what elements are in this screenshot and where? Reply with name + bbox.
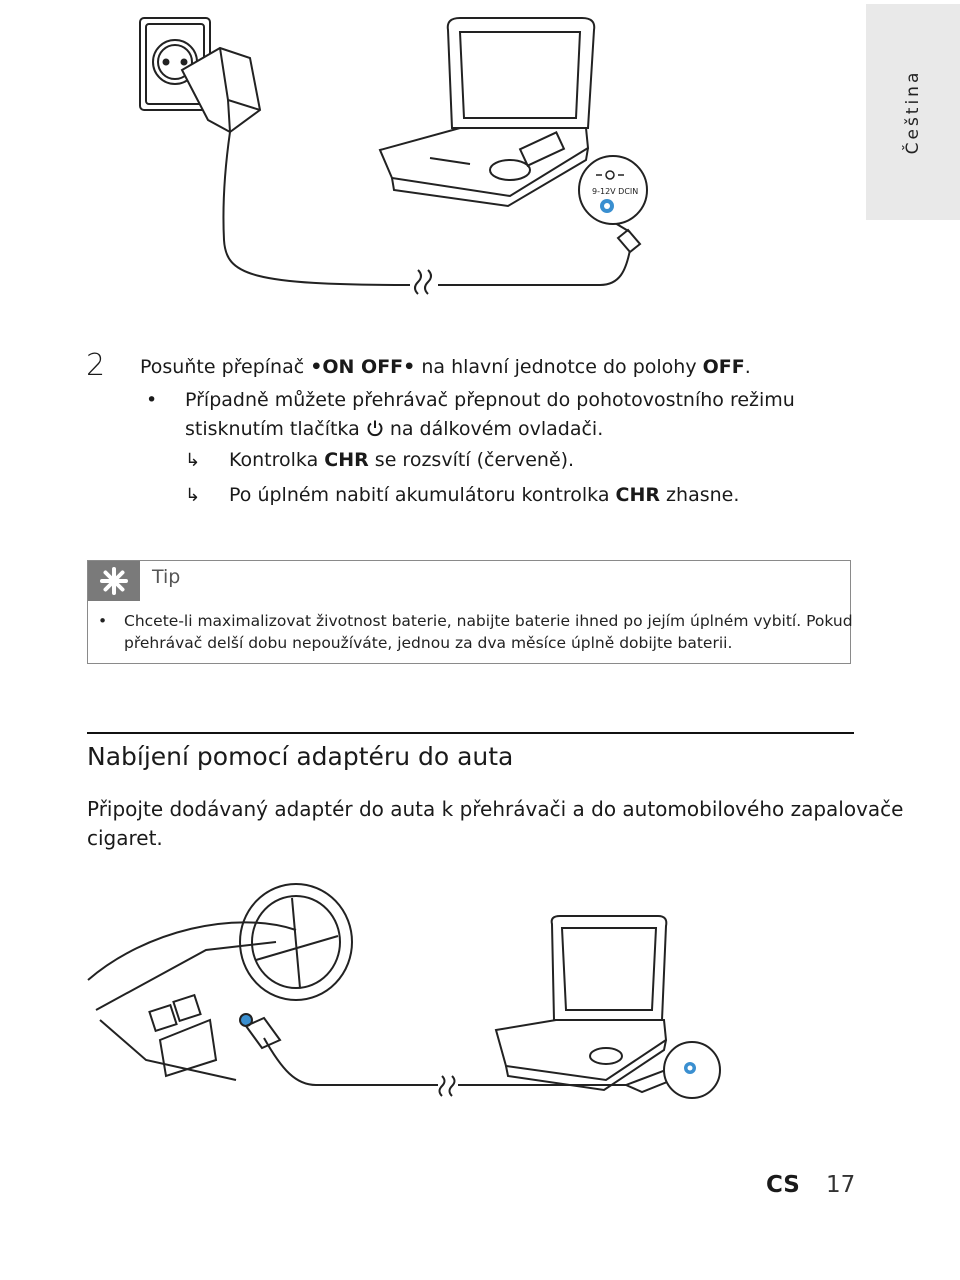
section-divider [87, 732, 854, 734]
tip-asterisk-icon [88, 561, 140, 601]
on-off-switch-label: •ON OFF• [310, 356, 416, 378]
tip-label: Tip [152, 566, 181, 588]
sub-step-line1: Případně můžete přehrávač přepnout do pohotovostního režimu [185, 389, 795, 411]
result-arrow-icon: ↳ [185, 485, 201, 506]
sub-step-line2: stisknutím tlačítka na dálkovém ovladači. [185, 418, 604, 440]
power-icon [366, 419, 384, 437]
language-tab [866, 4, 960, 220]
step-instruction: Posuňte přepínač •ON OFF• na hlavní jednotce do polohy OFF. [140, 356, 751, 378]
car-charging-illustration [86, 870, 726, 1120]
language-tab-label: Čeština [903, 69, 923, 155]
dc-in-label: 9-12V DCIN [592, 187, 639, 196]
section-title: Nabíjení pomocí adaptéru do auta [87, 742, 514, 771]
charging-diagram-top [130, 0, 670, 310]
result-line1: Kontrolka CHR se rozsvítí (červeně). [229, 449, 575, 471]
step-number: 2 [86, 348, 106, 383]
tip-bullet: • [98, 612, 108, 630]
footer-language-code: CS [766, 1172, 800, 1198]
page-number: 17 [826, 1172, 856, 1198]
tip-text-line2: přehrávač delší dobu nepoužíváte, jednou za dva měsíce úplně dobijte baterii. [124, 634, 733, 652]
result-line2: Po úplném nabití akumulátoru kontrolka CHR zhasne. [229, 484, 740, 506]
sub-bullet: • [146, 389, 158, 411]
section-paragraph: Připojte dodávaný adaptér do auta k přehrávači a do automobilového zapalovače cigaret. [87, 797, 904, 850]
charging-illustration-top [130, 0, 670, 310]
result-arrow-icon: ↳ [185, 450, 201, 471]
off-label: OFF [702, 356, 745, 378]
car-charging-diagram [86, 870, 726, 1120]
tip-text-line1: Chcete-li maximalizovat životnost baterie, nabijte baterie ihned po jejím úplném vybití. Pokud [124, 612, 853, 630]
